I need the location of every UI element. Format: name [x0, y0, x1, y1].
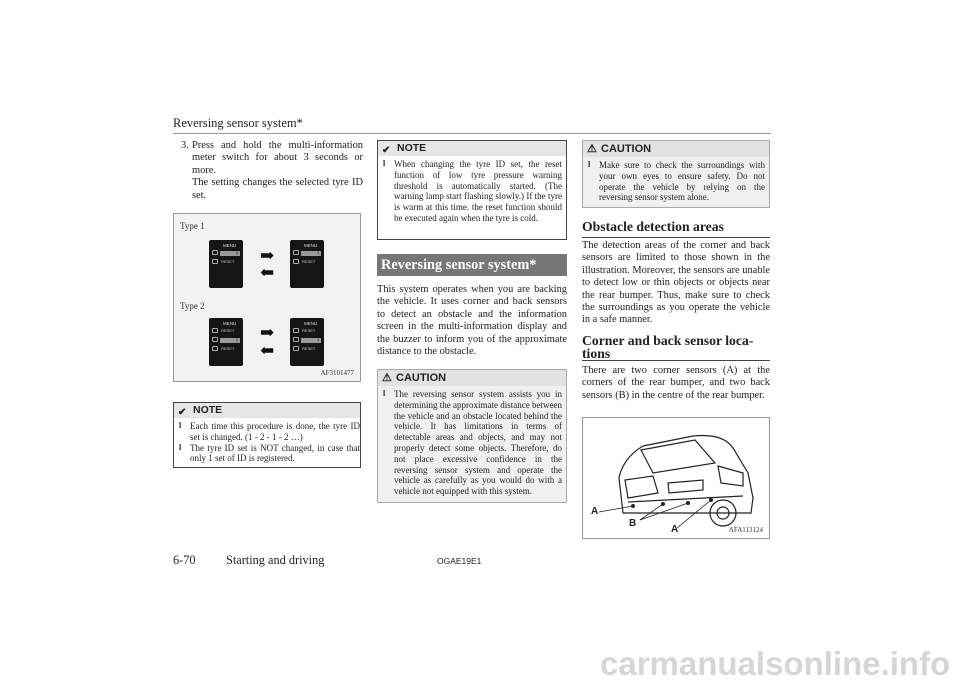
step-number: 3. — [181, 140, 189, 151]
arrow-right-icon: ➡ — [260, 323, 275, 342]
tyre-icon — [293, 337, 299, 342]
reset-icon — [212, 259, 218, 264]
caution-heading — [378, 370, 566, 386]
note-heading-text: NOTE — [193, 404, 223, 416]
section-banner: Reversing sensor system* — [377, 254, 567, 276]
tyre-id-value: 2 — [236, 250, 239, 255]
step-text: Press and hold the multi-information meter switch for about 3 seconds or more. — [192, 140, 363, 176]
sensor-label-b: B — [629, 518, 637, 529]
note-box-middle — [377, 140, 567, 240]
note-check-icon: ✔ — [382, 145, 391, 156]
caution-heading-text: CAUTION — [601, 143, 652, 155]
step-3 — [173, 140, 363, 202]
screen-reset-label: RESET — [302, 259, 316, 264]
tyre-id-figure — [173, 213, 361, 382]
arrow-right-icon: ➡ — [260, 246, 275, 265]
caution-box-right — [582, 140, 770, 208]
screen-reset-label: RESET — [221, 328, 235, 333]
tyre-icon — [293, 250, 299, 255]
tyre-icon — [212, 250, 218, 255]
caution-item: l Make sure to check the surroundings with your own eyes to ensure safety. Do not operate the vehicle by relying on the reversing sensor system alone. — [588, 160, 765, 203]
sensor-heading-line1: Corner and back sensor loca- — [582, 333, 754, 348]
obstacle-heading-rule — [582, 237, 770, 238]
caution-triangle-icon: ⚠ — [587, 143, 597, 155]
reset-icon — [212, 346, 218, 351]
screen-menu-label: MENU — [304, 321, 318, 326]
note-item: l Each time this procedure is done, the tyre ID set is changed. (1 - 2 - 1 - 2 …) — [179, 421, 360, 442]
sensor-paragraph: There are two corner sensors (A) at the corners of the rear bumper, and two back sensors (B) in the centre of the rear bumper. — [582, 365, 770, 401]
sensor-heading — [582, 335, 753, 360]
note-check-icon: ✔ — [178, 407, 187, 418]
screen-reset-label: RESET — [302, 328, 316, 333]
car-rear-illustration — [583, 418, 769, 538]
document-code: OGAE19E1 — [437, 556, 482, 566]
screen-menu-label: MENU — [304, 243, 318, 248]
watermark: carmanualsonline.info — [600, 645, 951, 682]
caution-heading — [583, 141, 769, 157]
reset-icon — [293, 346, 299, 351]
footer-section: Starting and driving — [226, 553, 325, 567]
screen-reset-label: RESET — [302, 346, 316, 351]
sensor-location-figure — [582, 417, 770, 539]
sensor-label-a-right: A — [671, 524, 679, 535]
caution-heading-text: CAUTION — [396, 372, 447, 384]
note-item: l When changing the tyre ID set, the reset function of low tyre pressure warning threshold is automatically started. (The warning lamp start flashing slowly.) If the tyre is warm at this time. the reset function should be executed again when the tyre is cold. — [383, 159, 562, 223]
sensor-heading-rule — [582, 360, 770, 361]
page-number: 6-70 — [173, 553, 196, 567]
tyre-id-value: 1 — [317, 337, 320, 342]
screen-menu-label: MENU — [223, 243, 237, 248]
note-heading — [378, 141, 566, 156]
step-text-2: The setting changes the selected tyre ID set. — [192, 177, 363, 201]
arrow-left-icon: ⬅ — [260, 263, 275, 282]
note-heading-text: NOTE — [397, 142, 427, 154]
sensor-heading-line2: tions — [582, 345, 611, 361]
display-screen-type2-before — [209, 318, 243, 366]
intro-paragraph: This system operates when you are backing the vehicle. It uses corner and back sensors to detect an obstacle and the information screen in the multi-information display and the buzzer to inform you of the approximate distance to the obstacle. — [377, 284, 567, 358]
screen-menu-label: MENU — [223, 321, 237, 326]
type1-label: Type 1 — [180, 221, 205, 231]
obstacle-paragraph: The detection areas of the corner and back sensors are limited to those shown in the illustration. Moreover, the sensors are unable to detect low or thin objects or objects near the rear bumper. Thus, make sure to check the surroundings as you operate the vehicle in a safe manner. — [582, 240, 770, 326]
tyre-id-value: 2 — [236, 337, 239, 342]
arrow-left-icon: ⬅ — [260, 341, 275, 360]
reset-icon — [293, 259, 299, 264]
header-rule — [173, 133, 771, 134]
display-screen-type1-after — [290, 240, 324, 288]
note-item: l The tyre ID set is NOT changed, in case that only 1 set of ID is registered. — [179, 442, 360, 464]
tyre-id-value: 1 — [317, 250, 320, 255]
reset-icon — [293, 328, 299, 333]
sensor-label-a-left: A — [591, 506, 599, 517]
caution-item: l The reversing sensor system assists you in determining the approximate distance between the vehicle and an obstacle located behind the vehicle. It has limitations in terms of detectable areas and objects, and may not properly detect some objects. Therefore, do not place excessive confidence in the reversing sensor system and operate the vehicle as carefully as you would do with a vehicle not equipped with this system. — [383, 389, 562, 497]
caution-box-middle — [377, 369, 567, 503]
figure-id: AFA113124 — [728, 526, 763, 534]
note-heading — [174, 403, 360, 418]
caution-triangle-icon: ⚠ — [382, 372, 392, 384]
note-box-left — [173, 402, 361, 468]
figure-id: AF3101477 — [320, 369, 354, 377]
obstacle-heading: Obstacle detection areas — [582, 219, 724, 234]
screen-reset-label: RESET — [221, 346, 235, 351]
running-header: Reversing sensor system* — [173, 116, 303, 130]
reset-icon — [212, 328, 218, 333]
screen-reset-label: RESET — [221, 259, 235, 264]
display-screen-type1-before — [209, 240, 243, 288]
display-screen-type2-after — [290, 318, 324, 366]
type2-label: Type 2 — [180, 301, 205, 311]
tyre-icon — [212, 337, 218, 342]
